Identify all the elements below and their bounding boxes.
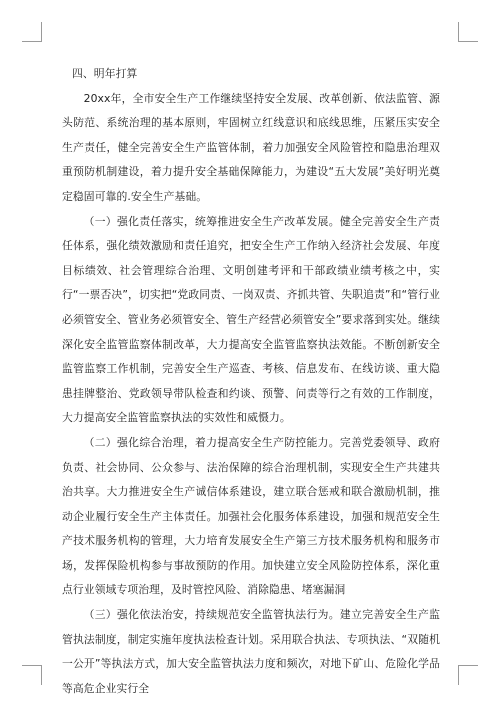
crop-mark-top-right-v [458,22,459,42]
crop-mark-top-right-h [458,41,478,42]
crop-mark-top-left-v [41,22,42,42]
paragraph-intro: 20xx年，全市安全生产工作继续坚持安全发展、改革创新、依法监管、源头防范、系统治理的基本原则，牢固树立红线意识和底线思维，压紧压实安全生产责任，健全完善安全生产监管体制，着力加强安全风险管控和隐患治理双重预防机制建设，着力提升安全基础保障能力，为建设“五大发展”美好明光奠定稳固可靠的.安全生产基础。 [62,91,440,203]
crop-mark-bottom-right-v [458,665,459,685]
crop-mark-top-left-h [22,41,42,42]
paragraph-responsibility: （一）强化责任落实，统筹推进安全生产改革发展。健全完善安全生产责任体系，强化绩效激励和责任追究，把安全生产工作纳入经济社会发展、年度目标绩效、社会管理综合治理、文明创建考评和干部政绩业绩考核之中，实行“一票否决”，切实把“党政同责、一岗双责、齐抓共管、失职追责”和“管行业必须管安全、管业务必须管安全、管生产经营必须管安全”要求落到实处。继续深化安全监管监察体制改革，大力提高安全监管监察执法效能。不断创新安全监管监察工作机制，完善安全生产巡查、考核、信息发布、在线访谈、重大隐患挂牌整治、党政领导带队检查和约谈、预警、问责等行之有效的工作制度，大力提高安全监管监察执法的实效性和威慑力。 [62,214,440,425]
crop-mark-bottom-left-v [41,665,42,685]
crop-mark-bottom-left-h [22,665,42,666]
crop-mark-bottom-right-h [458,665,478,666]
paragraph-governance: （二）强化综合治理，着力提高安全生产防控能力。完善党委领导、政府负责、社会协同、公众参与、法治保障的综合治理机制，实现安全生产共建共治共享。大力推进安全生产诚信体系建设，建立联合惩戒和联合激励机制，推动企业履行安全生产主体责任。加强社会化服务体系建设，加强和规范安全生产技术服务机构的管理，大力培育发展安全生产第三方技术服务机构和服务市场，发挥保险机构参与事故预防的作用。加快建立安全风险防控体系，深化重点行业领域专项治理，及时管控风险、消除隐患、堵塞漏洞 [62,435,440,597]
section-heading: 四、明年打算 [72,67,138,80]
document-body [62,62,440,701]
paragraph-law-enforcement: （三）强化依法治安，持续规范安全监管执法行为。建立完善安全生产监管执法制度，制定实施年度执法检查计划。采用联合执法、专项执法、“双随机一公开”等执法方式，加大安全监管执法力度和频次，对地下矿山、危险化学品等高危企业实行全 [62,608,440,695]
